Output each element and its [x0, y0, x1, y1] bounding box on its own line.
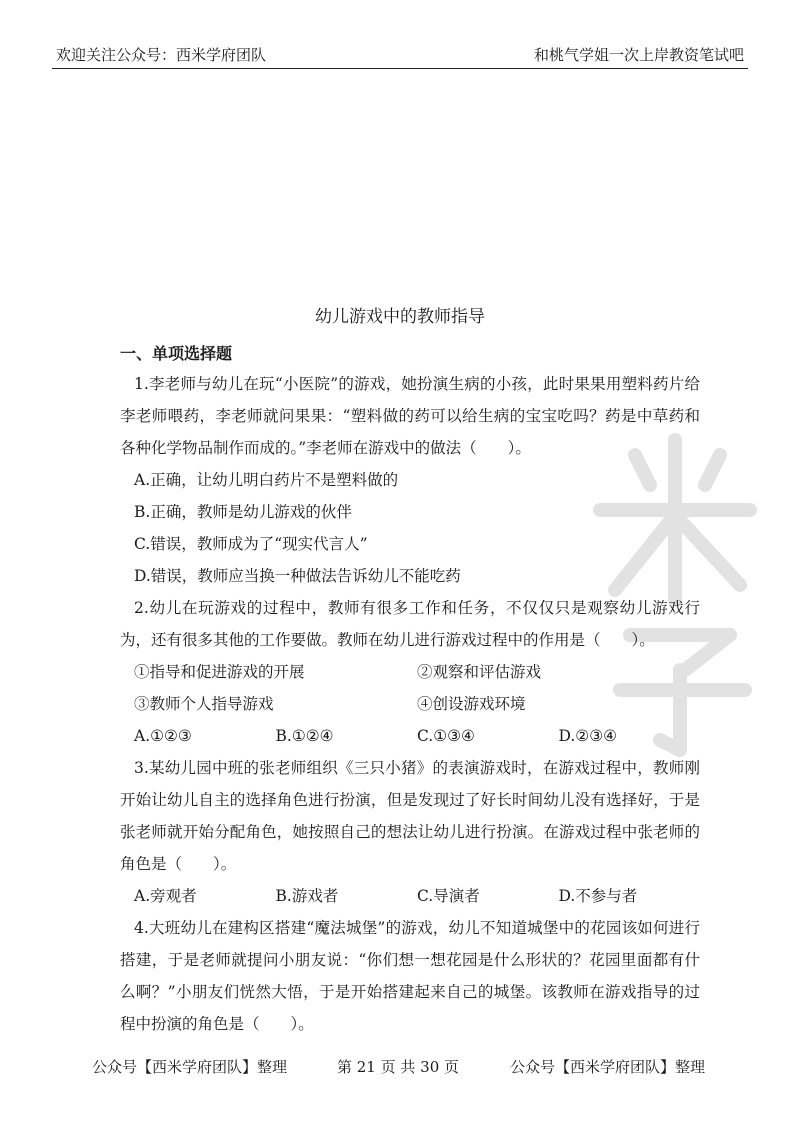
question-2-option-a: A.①②③ — [134, 727, 192, 745]
footer-left-text: 公众号【西米学府团队】整理 — [92, 1058, 288, 1076]
document-title: 幼儿游戏中的教师指导 — [315, 307, 485, 327]
question-2-option-b: B.①②④ — [275, 727, 334, 745]
page-header — [52, 42, 748, 69]
question-1-option-b: B.正确，教师是幼儿游戏的伙伴 — [134, 503, 352, 521]
question-4-stem: 4.大班幼儿在建构区搭建“魔法城堡”的游戏，幼儿不知道城堡中的花园该如何进行搭建，于是老师就提问小朋友说：“你们想一想花园是什么形状的？花园里面都有什么啊？”小朋友们恍然大悟，于是开始搭建起来自己的城堡。该教师在游戏指导的过程中扮演的角色是（ ）。 — [120, 919, 700, 1033]
question-list — [120, 368, 700, 1040]
question-2-item-1: ①指导和促进游戏的开展 — [134, 663, 305, 681]
question-3-option-a: A.旁观者 — [134, 887, 197, 905]
question-2-item-2: ②观察和评估游戏 — [417, 663, 542, 681]
footer-right-text: 公众号【西米学府团队】整理 — [510, 1058, 706, 1076]
page-number: 第 21 页 共 30 页 — [337, 1058, 460, 1076]
question-2-stem: 2.幼儿在玩游戏的过程中，教师有很多工作和任务，不仅仅只是观察幼儿游戏行为，还有很多其他的工作要做。教师在幼儿进行游戏过程中的作用是（ ）。 — [120, 599, 700, 649]
header-right-text: 和桃气学姐一次上岸教资笔试吧 — [533, 46, 744, 64]
question-3-option-b: B.游戏者 — [275, 887, 339, 905]
question-3-options — [120, 880, 700, 912]
section-heading: 一、单项选择题 — [120, 344, 233, 363]
question-2-option-d: D.②③④ — [558, 727, 617, 745]
question-2-item-4: ④创设游戏环境 — [417, 695, 526, 713]
question-2-options — [120, 720, 700, 752]
question-3-option-c: C.导演者 — [417, 887, 480, 905]
question-3-option-d: D.不参与者 — [558, 887, 638, 905]
question-1-option-d: D.错误，教师应当换一种做法告诉幼儿不能吃药 — [134, 567, 461, 585]
question-2-items-row-2 — [120, 688, 700, 720]
question-3-stem: 3.某幼儿园中班的张老师组织《三只小猪》的表演游戏时，在游戏过程中，教师刚开始让幼儿自主的选择角色进行扮演，但是发现过了好长时间幼儿没有选择好，于是张老师就开始分配角色，她按照自己的想法让幼儿进行扮演。在游戏过程中张老师的角色是（ ）。 — [120, 759, 700, 873]
question-2-item-3: ③教师个人指导游戏 — [134, 695, 274, 713]
question-2-option-c: C.①③④ — [417, 727, 475, 745]
question-1-stem: 1.李老师与幼儿在玩“小医院”的游戏，她扮演生病的小孩，此时果果用塑料药片给李老师喂药，李老师就问果果：“塑料做的药可以给生病的宝宝吃吗？药是中草药和各种化学物品制作而成的。”李老师在游戏中的做法（ ）。 — [120, 375, 700, 457]
question-1-option-c: C.错误，教师成为了“现实代言人” — [134, 535, 368, 553]
header-left-text: 欢迎关注公众号：西米学府团队 — [56, 46, 267, 64]
question-2-items-row-1 — [120, 656, 700, 688]
question-1-option-a: A.正确，让幼儿明白药片不是塑料做的 — [134, 471, 399, 489]
